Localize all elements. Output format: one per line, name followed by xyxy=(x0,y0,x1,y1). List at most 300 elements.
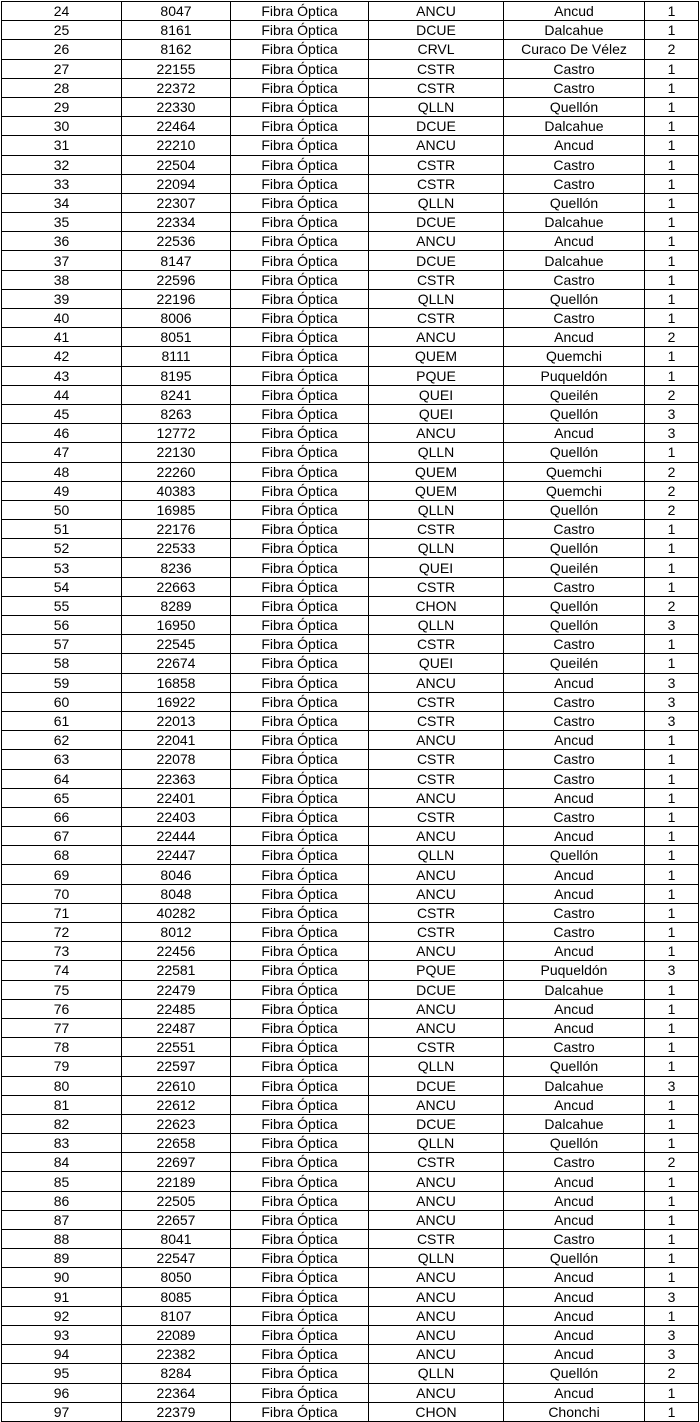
row-number-cell: 87 xyxy=(2,1210,122,1229)
location-code-cell: ANCU xyxy=(369,136,504,155)
type-cell: Fibra Óptica xyxy=(231,1038,369,1057)
code-cell: 22334 xyxy=(122,213,231,232)
type-cell: Fibra Óptica xyxy=(231,558,369,577)
row-number-cell: 91 xyxy=(2,1287,122,1306)
row-number-cell: 88 xyxy=(2,1230,122,1249)
row-number-cell: 78 xyxy=(2,1038,122,1057)
code-cell: 22379 xyxy=(122,1402,231,1421)
code-cell: 22485 xyxy=(122,999,231,1018)
commune-cell: Dalcahue xyxy=(504,251,645,270)
type-cell: Fibra Óptica xyxy=(231,193,369,212)
commune-cell: Quellón xyxy=(504,97,645,116)
row-number-cell: 96 xyxy=(2,1383,122,1402)
commune-cell: Ancud xyxy=(504,827,645,846)
location-code-cell: QLLN xyxy=(369,1364,504,1383)
quantity-cell: 1 xyxy=(645,270,699,289)
code-cell: 22363 xyxy=(122,769,231,788)
type-cell: Fibra Óptica xyxy=(231,711,369,730)
quantity-cell: 1 xyxy=(645,923,699,942)
commune-cell: Ancud xyxy=(504,328,645,347)
commune-cell: Castro xyxy=(504,750,645,769)
quantity-cell: 3 xyxy=(645,961,699,980)
table-row xyxy=(2,1153,699,1172)
commune-cell: Castro xyxy=(504,1230,645,1249)
table-row xyxy=(2,673,699,692)
commune-cell: Ancud xyxy=(504,1095,645,1114)
commune-cell: Quellón xyxy=(504,1057,645,1076)
row-number-cell: 43 xyxy=(2,366,122,385)
table-row xyxy=(2,78,699,97)
commune-cell: Quemchi xyxy=(504,481,645,500)
location-code-cell: ANCU xyxy=(369,1345,504,1364)
code-cell: 8046 xyxy=(122,865,231,884)
table-row xyxy=(2,155,699,174)
quantity-cell: 1 xyxy=(645,807,699,826)
commune-cell: Queilén xyxy=(504,654,645,673)
commune-cell: Ancud xyxy=(504,673,645,692)
quantity-cell: 1 xyxy=(645,136,699,155)
type-cell: Fibra Óptica xyxy=(231,1172,369,1191)
row-number-cell: 47 xyxy=(2,443,122,462)
type-cell: Fibra Óptica xyxy=(231,251,369,270)
commune-cell: Castro xyxy=(504,1038,645,1057)
location-code-cell: PQUE xyxy=(369,961,504,980)
code-cell: 8162 xyxy=(122,40,231,59)
row-number-cell: 74 xyxy=(2,961,122,980)
table-row xyxy=(2,481,699,500)
commune-cell: Quellón xyxy=(504,596,645,615)
commune-cell: Ancud xyxy=(504,884,645,903)
quantity-cell: 2 xyxy=(645,1364,699,1383)
row-number-cell: 56 xyxy=(2,616,122,635)
row-number-cell: 64 xyxy=(2,769,122,788)
row-number-cell: 54 xyxy=(2,577,122,596)
location-code-cell: ANCU xyxy=(369,788,504,807)
location-code-cell: ANCU xyxy=(369,827,504,846)
location-code-cell: QUEI xyxy=(369,654,504,673)
location-code-cell: QLLN xyxy=(369,1249,504,1268)
commune-cell: Dalcahue xyxy=(504,1114,645,1133)
code-cell: 8048 xyxy=(122,884,231,903)
code-cell: 22403 xyxy=(122,807,231,826)
table-row xyxy=(2,807,699,826)
table-row xyxy=(2,1114,699,1133)
commune-cell: Ancud xyxy=(504,942,645,961)
commune-cell: Castro xyxy=(504,59,645,78)
table-row xyxy=(2,193,699,212)
code-cell: 8289 xyxy=(122,596,231,615)
location-code-cell: CSTR xyxy=(369,923,504,942)
commune-cell: Quellón xyxy=(504,616,645,635)
commune-cell: Quellón xyxy=(504,443,645,462)
table-row xyxy=(2,827,699,846)
type-cell: Fibra Óptica xyxy=(231,366,369,385)
location-code-cell: ANCU xyxy=(369,1287,504,1306)
type-cell: Fibra Óptica xyxy=(231,903,369,922)
type-cell: Fibra Óptica xyxy=(231,539,369,558)
table-row xyxy=(2,270,699,289)
location-code-cell: CSTR xyxy=(369,903,504,922)
code-cell: 8236 xyxy=(122,558,231,577)
type-cell: Fibra Óptica xyxy=(231,78,369,97)
quantity-cell: 1 xyxy=(645,1230,699,1249)
code-cell: 22536 xyxy=(122,232,231,251)
quantity-cell: 1 xyxy=(645,865,699,884)
code-cell: 22382 xyxy=(122,1345,231,1364)
type-cell: Fibra Óptica xyxy=(231,596,369,615)
code-cell: 22610 xyxy=(122,1076,231,1095)
code-cell: 8041 xyxy=(122,1230,231,1249)
commune-cell: Dalcahue xyxy=(504,21,645,40)
quantity-cell: 3 xyxy=(645,711,699,730)
type-cell: Fibra Óptica xyxy=(231,136,369,155)
row-number-cell: 31 xyxy=(2,136,122,155)
row-number-cell: 44 xyxy=(2,385,122,404)
code-cell: 22674 xyxy=(122,654,231,673)
table-row xyxy=(2,1038,699,1057)
location-code-cell: DCUE xyxy=(369,117,504,136)
type-cell: Fibra Óptica xyxy=(231,2,369,21)
type-cell: Fibra Óptica xyxy=(231,1018,369,1037)
table-row xyxy=(2,213,699,232)
quantity-cell: 1 xyxy=(645,846,699,865)
location-code-cell: CSTR xyxy=(369,577,504,596)
table-row xyxy=(2,21,699,40)
type-cell: Fibra Óptica xyxy=(231,616,369,635)
location-code-cell: ANCU xyxy=(369,1306,504,1325)
row-number-cell: 76 xyxy=(2,999,122,1018)
type-cell: Fibra Óptica xyxy=(231,846,369,865)
location-code-cell: ANCU xyxy=(369,232,504,251)
type-cell: Fibra Óptica xyxy=(231,942,369,961)
location-code-cell: DCUE xyxy=(369,1114,504,1133)
row-number-cell: 49 xyxy=(2,481,122,500)
type-cell: Fibra Óptica xyxy=(231,1249,369,1268)
quantity-cell: 1 xyxy=(645,1402,699,1421)
quantity-cell: 1 xyxy=(645,750,699,769)
table-row xyxy=(2,1402,699,1421)
row-number-cell: 51 xyxy=(2,520,122,539)
location-code-cell: QLLN xyxy=(369,1057,504,1076)
commune-cell: Dalcahue xyxy=(504,117,645,136)
code-cell: 12772 xyxy=(122,424,231,443)
commune-cell: Castro xyxy=(504,769,645,788)
row-number-cell: 24 xyxy=(2,2,122,21)
type-cell: Fibra Óptica xyxy=(231,769,369,788)
commune-cell: Ancud xyxy=(504,788,645,807)
type-cell: Fibra Óptica xyxy=(231,788,369,807)
table-row xyxy=(2,1345,699,1364)
type-cell: Fibra Óptica xyxy=(231,577,369,596)
quantity-cell: 3 xyxy=(645,692,699,711)
quantity-cell: 1 xyxy=(645,769,699,788)
row-number-cell: 30 xyxy=(2,117,122,136)
quantity-cell: 1 xyxy=(645,788,699,807)
code-cell: 22658 xyxy=(122,1134,231,1153)
commune-cell: Castro xyxy=(504,520,645,539)
commune-cell: Ancud xyxy=(504,1345,645,1364)
row-number-cell: 95 xyxy=(2,1364,122,1383)
commune-cell: Castro xyxy=(504,270,645,289)
table-row xyxy=(2,424,699,443)
quantity-cell: 1 xyxy=(645,347,699,366)
type-cell: Fibra Óptica xyxy=(231,1134,369,1153)
row-number-cell: 45 xyxy=(2,404,122,423)
table-row xyxy=(2,385,699,404)
commune-cell: Puqueldón xyxy=(504,366,645,385)
quantity-cell: 1 xyxy=(645,1172,699,1191)
location-code-cell: PQUE xyxy=(369,366,504,385)
type-cell: Fibra Óptica xyxy=(231,328,369,347)
table-row xyxy=(2,961,699,980)
code-cell: 8263 xyxy=(122,404,231,423)
code-cell: 8241 xyxy=(122,385,231,404)
quantity-cell: 1 xyxy=(645,174,699,193)
type-cell: Fibra Óptica xyxy=(231,999,369,1018)
row-number-cell: 28 xyxy=(2,78,122,97)
table-row xyxy=(2,1172,699,1191)
row-number-cell: 63 xyxy=(2,750,122,769)
commune-cell: Castro xyxy=(504,923,645,942)
type-cell: Fibra Óptica xyxy=(231,961,369,980)
location-code-cell: ANCU xyxy=(369,1210,504,1229)
table-row xyxy=(2,309,699,328)
type-cell: Fibra Óptica xyxy=(231,1095,369,1114)
location-code-cell: ANCU xyxy=(369,1191,504,1210)
code-cell: 22210 xyxy=(122,136,231,155)
row-number-cell: 48 xyxy=(2,462,122,481)
row-number-cell: 97 xyxy=(2,1402,122,1421)
commune-cell: Ancud xyxy=(504,999,645,1018)
commune-cell: Ancud xyxy=(504,1306,645,1325)
commune-cell: Castro xyxy=(504,174,645,193)
type-cell: Fibra Óptica xyxy=(231,174,369,193)
code-cell: 22307 xyxy=(122,193,231,212)
location-code-cell: QUEM xyxy=(369,481,504,500)
code-cell: 22547 xyxy=(122,1249,231,1268)
table-row xyxy=(2,1268,699,1287)
table-row xyxy=(2,865,699,884)
commune-cell: Ancud xyxy=(504,1287,645,1306)
table-row xyxy=(2,750,699,769)
row-number-cell: 58 xyxy=(2,654,122,673)
location-code-cell: QLLN xyxy=(369,500,504,519)
quantity-cell: 1 xyxy=(645,1210,699,1229)
location-code-cell: CSTR xyxy=(369,750,504,769)
type-cell: Fibra Óptica xyxy=(231,1306,369,1325)
location-code-cell: ANCU xyxy=(369,2,504,21)
table-row xyxy=(2,692,699,711)
table-body xyxy=(2,2,699,1422)
quantity-cell: 1 xyxy=(645,558,699,577)
row-number-cell: 26 xyxy=(2,40,122,59)
quantity-cell: 1 xyxy=(645,1114,699,1133)
commune-cell: Ancud xyxy=(504,1172,645,1191)
code-cell: 22364 xyxy=(122,1383,231,1402)
code-cell: 22013 xyxy=(122,711,231,730)
row-number-cell: 57 xyxy=(2,635,122,654)
location-code-cell: CRVL xyxy=(369,40,504,59)
table-row xyxy=(2,596,699,615)
type-cell: Fibra Óptica xyxy=(231,462,369,481)
quantity-cell: 1 xyxy=(645,1018,699,1037)
quantity-cell: 1 xyxy=(645,193,699,212)
location-code-cell: QLLN xyxy=(369,1134,504,1153)
location-code-cell: QUEM xyxy=(369,347,504,366)
type-cell: Fibra Óptica xyxy=(231,1287,369,1306)
type-cell: Fibra Óptica xyxy=(231,1153,369,1172)
table-row xyxy=(2,980,699,999)
commune-cell: Castro xyxy=(504,309,645,328)
row-number-cell: 89 xyxy=(2,1249,122,1268)
code-cell: 16950 xyxy=(122,616,231,635)
row-number-cell: 55 xyxy=(2,596,122,615)
row-number-cell: 39 xyxy=(2,289,122,308)
type-cell: Fibra Óptica xyxy=(231,1210,369,1229)
row-number-cell: 72 xyxy=(2,923,122,942)
table-row xyxy=(2,1287,699,1306)
type-cell: Fibra Óptica xyxy=(231,865,369,884)
type-cell: Fibra Óptica xyxy=(231,117,369,136)
code-cell: 40282 xyxy=(122,903,231,922)
table-row xyxy=(2,328,699,347)
location-code-cell: QUEI xyxy=(369,404,504,423)
type-cell: Fibra Óptica xyxy=(231,97,369,116)
type-cell: Fibra Óptica xyxy=(231,385,369,404)
row-number-cell: 52 xyxy=(2,539,122,558)
type-cell: Fibra Óptica xyxy=(231,232,369,251)
quantity-cell: 1 xyxy=(645,59,699,78)
commune-cell: Dalcahue xyxy=(504,213,645,232)
commune-cell: Castro xyxy=(504,155,645,174)
quantity-cell: 2 xyxy=(645,500,699,519)
table-row xyxy=(2,769,699,788)
location-code-cell: ANCU xyxy=(369,328,504,347)
table-row xyxy=(2,942,699,961)
location-code-cell: CSTR xyxy=(369,174,504,193)
type-cell: Fibra Óptica xyxy=(231,923,369,942)
code-cell: 22401 xyxy=(122,788,231,807)
code-cell: 8195 xyxy=(122,366,231,385)
commune-cell: Quemchi xyxy=(504,347,645,366)
type-cell: Fibra Óptica xyxy=(231,750,369,769)
location-code-cell: QLLN xyxy=(369,616,504,635)
type-cell: Fibra Óptica xyxy=(231,289,369,308)
table-row xyxy=(2,1057,699,1076)
type-cell: Fibra Óptica xyxy=(231,1383,369,1402)
type-cell: Fibra Óptica xyxy=(231,1402,369,1421)
quantity-cell: 2 xyxy=(645,1153,699,1172)
quantity-cell: 1 xyxy=(645,443,699,462)
type-cell: Fibra Óptica xyxy=(231,59,369,78)
table-row xyxy=(2,635,699,654)
type-cell: Fibra Óptica xyxy=(231,520,369,539)
location-code-cell: QLLN xyxy=(369,97,504,116)
quantity-cell: 3 xyxy=(645,1345,699,1364)
type-cell: Fibra Óptica xyxy=(231,827,369,846)
data-table xyxy=(1,1,699,1422)
commune-cell: Quellón xyxy=(504,539,645,558)
quantity-cell: 2 xyxy=(645,385,699,404)
commune-cell: Ancud xyxy=(504,136,645,155)
code-cell: 22505 xyxy=(122,1191,231,1210)
commune-cell: Ancud xyxy=(504,1268,645,1287)
location-code-cell: DCUE xyxy=(369,980,504,999)
table-row xyxy=(2,1325,699,1344)
location-code-cell: CHON xyxy=(369,1402,504,1421)
quantity-cell: 1 xyxy=(645,78,699,97)
commune-cell: Quellón xyxy=(504,404,645,423)
commune-cell: Ancud xyxy=(504,865,645,884)
commune-cell: Quellón xyxy=(504,1249,645,1268)
code-cell: 22094 xyxy=(122,174,231,193)
row-number-cell: 93 xyxy=(2,1325,122,1344)
table-row xyxy=(2,1364,699,1383)
row-number-cell: 37 xyxy=(2,251,122,270)
type-cell: Fibra Óptica xyxy=(231,731,369,750)
table-row xyxy=(2,500,699,519)
code-cell: 22663 xyxy=(122,577,231,596)
location-code-cell: ANCU xyxy=(369,884,504,903)
table-row xyxy=(2,1134,699,1153)
location-code-cell: ANCU xyxy=(369,942,504,961)
quantity-cell: 1 xyxy=(645,1249,699,1268)
code-cell: 22456 xyxy=(122,942,231,961)
quantity-cell: 3 xyxy=(645,404,699,423)
location-code-cell: QLLN xyxy=(369,193,504,212)
type-cell: Fibra Óptica xyxy=(231,443,369,462)
code-cell: 22551 xyxy=(122,1038,231,1057)
row-number-cell: 38 xyxy=(2,270,122,289)
commune-cell: Ancud xyxy=(504,232,645,251)
code-cell: 22533 xyxy=(122,539,231,558)
table-row xyxy=(2,251,699,270)
row-number-cell: 65 xyxy=(2,788,122,807)
location-code-cell: CSTR xyxy=(369,1038,504,1057)
code-cell: 8006 xyxy=(122,309,231,328)
code-cell: 22196 xyxy=(122,289,231,308)
quantity-cell: 1 xyxy=(645,903,699,922)
quantity-cell: 1 xyxy=(645,884,699,903)
table-row xyxy=(2,117,699,136)
quantity-cell: 1 xyxy=(645,251,699,270)
quantity-cell: 1 xyxy=(645,520,699,539)
quantity-cell: 1 xyxy=(645,539,699,558)
table-row xyxy=(2,846,699,865)
type-cell: Fibra Óptica xyxy=(231,1268,369,1287)
type-cell: Fibra Óptica xyxy=(231,21,369,40)
type-cell: Fibra Óptica xyxy=(231,1345,369,1364)
table-row xyxy=(2,1210,699,1229)
type-cell: Fibra Óptica xyxy=(231,155,369,174)
quantity-cell: 1 xyxy=(645,654,699,673)
type-cell: Fibra Óptica xyxy=(231,807,369,826)
quantity-cell: 1 xyxy=(645,1095,699,1114)
quantity-cell: 2 xyxy=(645,481,699,500)
table-row xyxy=(2,520,699,539)
location-code-cell: ANCU xyxy=(369,1268,504,1287)
quantity-cell: 1 xyxy=(645,942,699,961)
quantity-cell: 1 xyxy=(645,827,699,846)
row-number-cell: 35 xyxy=(2,213,122,232)
quantity-cell: 2 xyxy=(645,596,699,615)
code-cell: 8147 xyxy=(122,251,231,270)
table-row xyxy=(2,1095,699,1114)
row-number-cell: 33 xyxy=(2,174,122,193)
row-number-cell: 75 xyxy=(2,980,122,999)
table-row xyxy=(2,1018,699,1037)
location-code-cell: CSTR xyxy=(369,769,504,788)
